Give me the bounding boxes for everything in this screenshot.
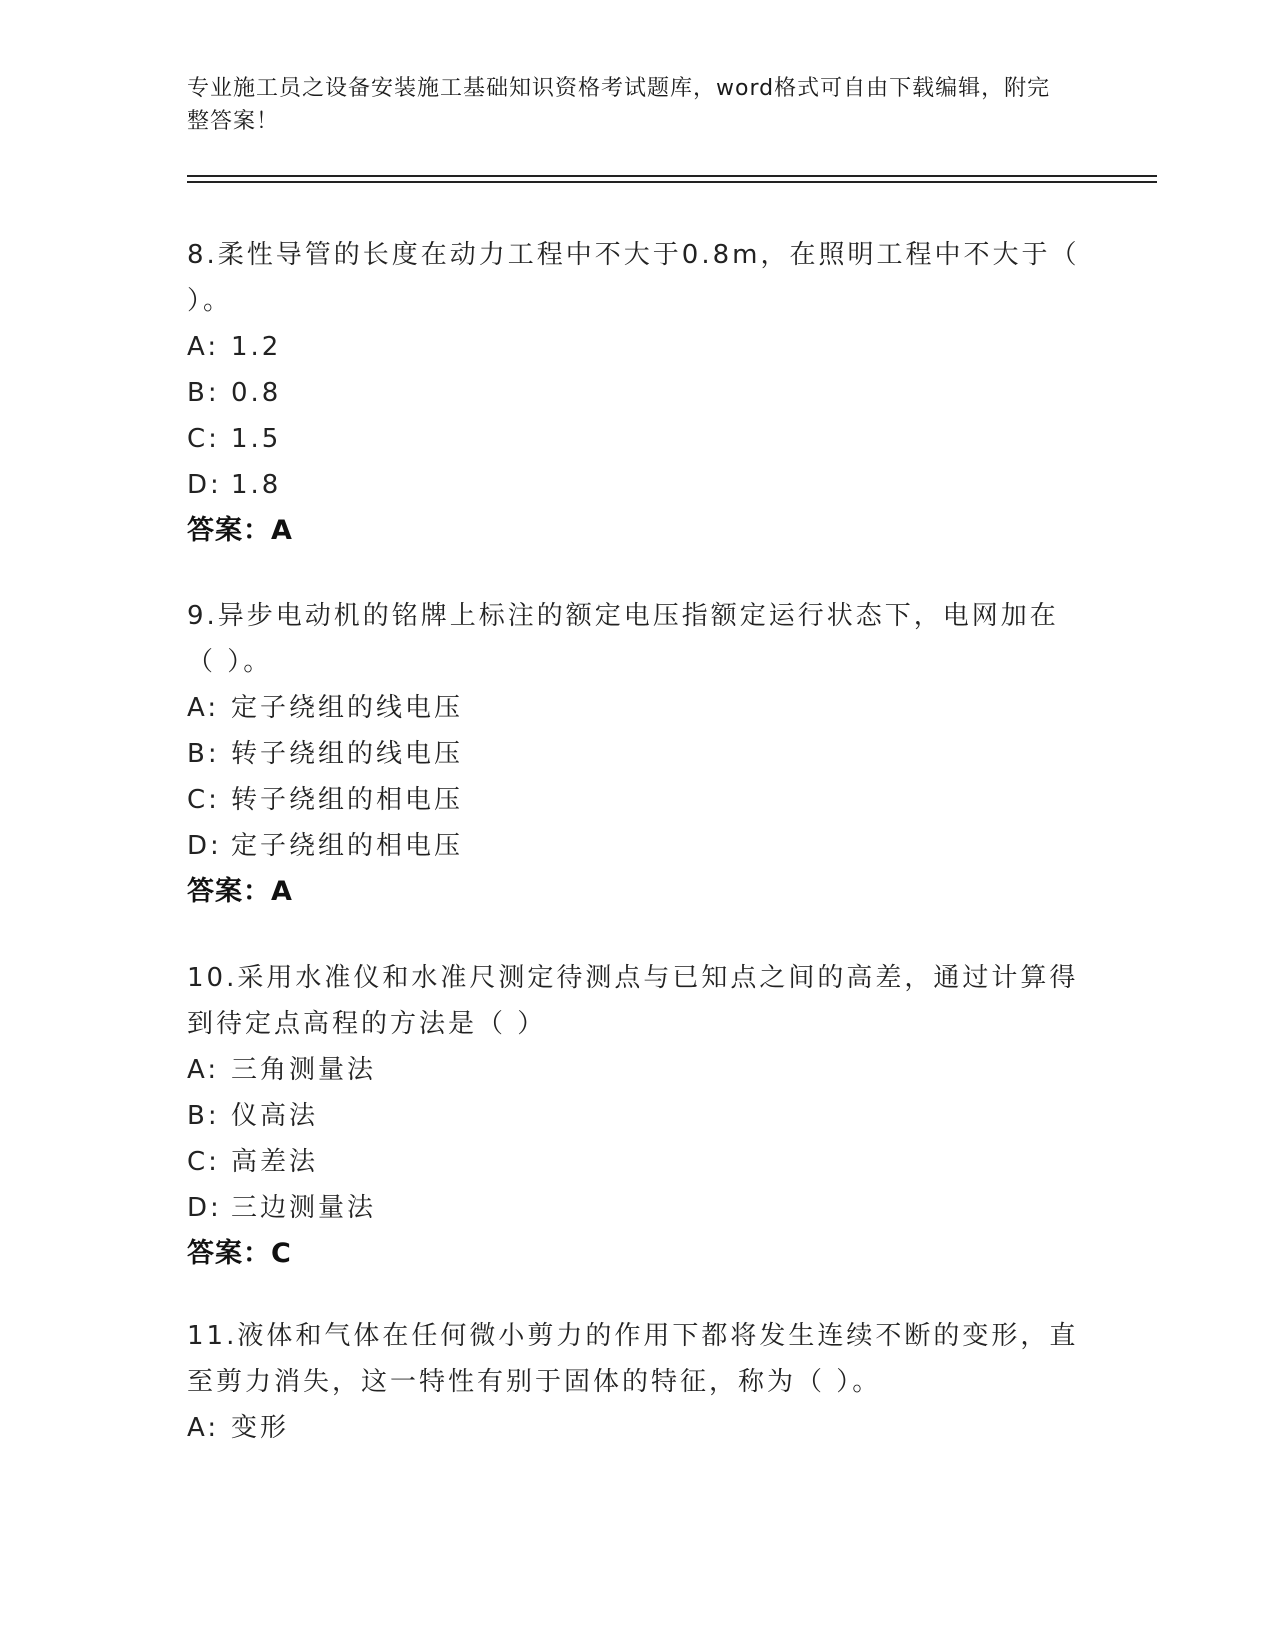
option-key: A: <box>187 693 220 723</box>
option-text: 高差法 <box>231 1147 319 1177</box>
option-text: 0.8 <box>231 378 282 408</box>
option-key: A: <box>187 332 220 362</box>
question-10 <box>187 955 1087 1277</box>
header-divider-bottom <box>187 181 1157 183</box>
option-b <box>187 370 1087 416</box>
question-8 <box>187 232 1087 554</box>
question-stem: 10.采用水准仪和水准尺测定待测点与已知点之间的高差，通过计算得到待定点高程的方法是（ ） <box>187 963 1079 1039</box>
option-key: C: <box>187 1147 220 1177</box>
option-d <box>187 823 1087 869</box>
answer: 答案：C <box>187 1238 292 1269</box>
option-text: 定子绕组的相电压 <box>231 831 464 861</box>
option-key: B: <box>187 378 220 408</box>
option-c <box>187 777 1087 823</box>
option-text: 转子绕组的相电压 <box>231 785 464 815</box>
question-9 <box>187 593 1087 915</box>
document-header: 专业施工员之设备安装施工基础知识资格考试题库，word格式可自由下载编辑，附完整答案！ <box>187 76 1051 134</box>
option-a <box>187 324 1087 370</box>
option-text: 1.8 <box>231 470 282 500</box>
answer: 答案：A <box>187 876 293 907</box>
option-d <box>187 462 1087 508</box>
header-divider-top <box>187 175 1157 177</box>
option-key: D: <box>187 470 222 500</box>
question-stem: 9.异步电动机的铭牌上标注的额定电压指额定运行状态下，电网加在（ ）。 <box>187 601 1059 677</box>
option-key: B: <box>187 1101 220 1131</box>
option-key: A: <box>187 1055 220 1085</box>
question-stem: 8.柔性导管的长度在动力工程中不大于0.8m，在照明工程中不大于（ ）。 <box>187 240 1080 316</box>
option-b <box>187 1093 1087 1139</box>
question-stem: 11.液体和气体在任何微小剪力的作用下都将发生连续不断的变形，直至剪力消失，这一特性有别于固体的特征，称为（ ）。 <box>187 1321 1079 1397</box>
option-a <box>187 1047 1087 1093</box>
option-key: A: <box>187 1413 220 1443</box>
option-text: 变形 <box>231 1413 290 1443</box>
option-text: 三边测量法 <box>231 1193 377 1223</box>
option-b <box>187 731 1087 777</box>
option-c <box>187 416 1087 462</box>
option-a <box>187 685 1087 731</box>
option-a <box>187 1405 1087 1451</box>
option-text: 定子绕组的线电压 <box>231 693 464 723</box>
option-c <box>187 1139 1087 1185</box>
option-d <box>187 1185 1087 1231</box>
option-key: D: <box>187 831 222 861</box>
option-text: 仪高法 <box>231 1101 319 1131</box>
question-11 <box>187 1313 1087 1451</box>
option-text: 1.2 <box>231 332 282 362</box>
option-text: 转子绕组的线电压 <box>231 739 464 769</box>
option-key: C: <box>187 424 220 454</box>
option-key: C: <box>187 785 220 815</box>
option-key: D: <box>187 1193 222 1223</box>
option-text: 三角测量法 <box>231 1055 377 1085</box>
option-key: B: <box>187 739 220 769</box>
option-text: 1.5 <box>231 424 282 454</box>
answer: 答案：A <box>187 515 293 546</box>
